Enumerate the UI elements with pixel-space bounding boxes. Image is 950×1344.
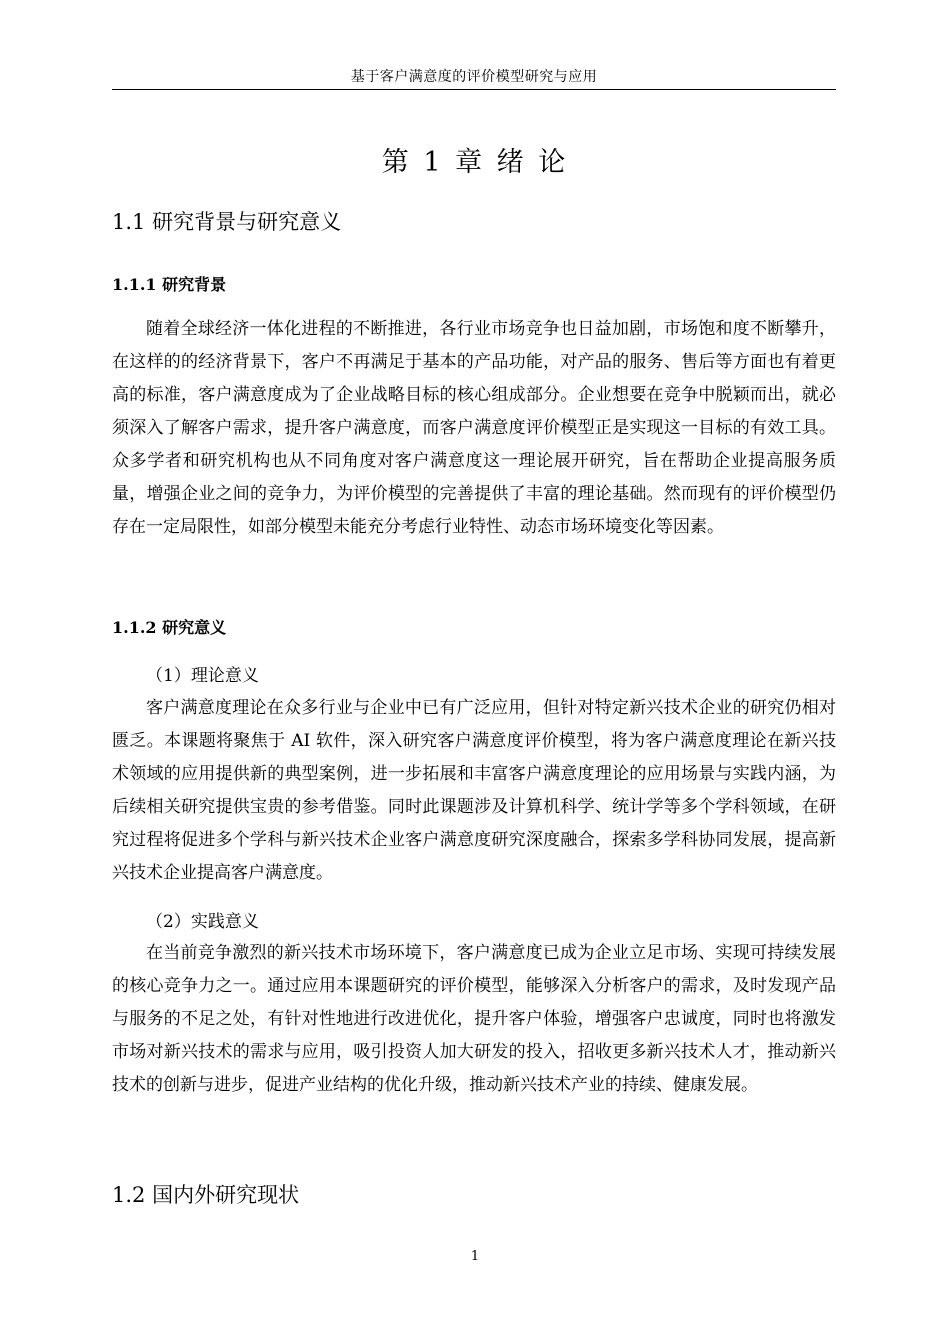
research-background-paragraph: 随着全球经济一体化进程的不断推进，各行业市场竞争也日益加剧，市场饱和度不断攀升，在这样的的经济背景下，客户不再满足于基本的产品功能，对产品的服务、售后等方面也有着更高的标准，客户满意度成为了企业战略目标的核心组成部分。企业想要在竞争中脱颖而出，就必须深入了解客户需求，提升客户满意度，而客户满意度评价模型正是实现这一目标的有效工具。众多学者和研究机构也从不同角度对客户满意度这一理论展开研究，旨在帮助企业提高服务质量，增强企业之间的竞争力，为评价模型的完善提供了丰富的理论基础。然而现有的评价模型仍存在一定局限性，如部分模型未能充分考虑行业特性、动态市场环境变化等因素。 [112,319,836,537]
chapter-title: 第 1 章 绪 论 [381,147,569,178]
section-heading-1-2: 1.2 国内外研究现状 [112,1183,300,1207]
section-heading-1-1-2: 1.1.2 研究意义 [112,618,227,637]
section-heading-1-1-1: 1.1.1 研究背景 [112,275,227,294]
section-heading-1-1: 1.1 研究背景与研究意义 [112,210,342,234]
theory-significance-paragraph: 客户满意度理论在众多行业与企业中已有广泛应用，但针对特定新兴技术企业的研究仍相对匮乏。本课题将聚焦于 AI 软件，深入研究客户满意度评价模型，将为客户满意度理论在新兴技术领域的应用提供新的典型案例，进一步拓展和丰富客户满意度理论的应用场景与实践内涵，为后续相关研究提供宝贵的参考借鉴。同时此课题涉及计算机科学、统计学等多个学科领域，在研究过程将促进多个学科与新兴技术企业客户满意度研究深度融合，探索多学科协同发展，提高新兴技术企业提高客户满意度。 [112,698,836,883]
practice-significance-paragraph: 在当前竞争激烈的新兴技术市场环境下，客户满意度已成为企业立足市场、实现可持续发展的核心竞争力之一。通过应用本课题研究的评价模型，能够深入分析客户的需求，及时发现产品与服务的不足之处，有针对性地进行改进优化，提升客户体验，增强客户忠诚度，同时也将激发市场对新兴技术的需求与应用，吸引投资人加大研发的投入，招收更多新兴技术人才，推动新兴技术的创新与进步，促进产业结构的优化升级，推动新兴技术产业的持续、健康发展。 [112,943,836,1095]
page-number: 1 [470,1249,480,1264]
theory-significance-label: （1）理论意义 [146,666,259,686]
practice-significance-label: （2）实践意义 [146,912,259,932]
running-header: 基于客户满意度的评价模型研究与应用 [350,69,598,85]
header-rule [112,89,836,90]
